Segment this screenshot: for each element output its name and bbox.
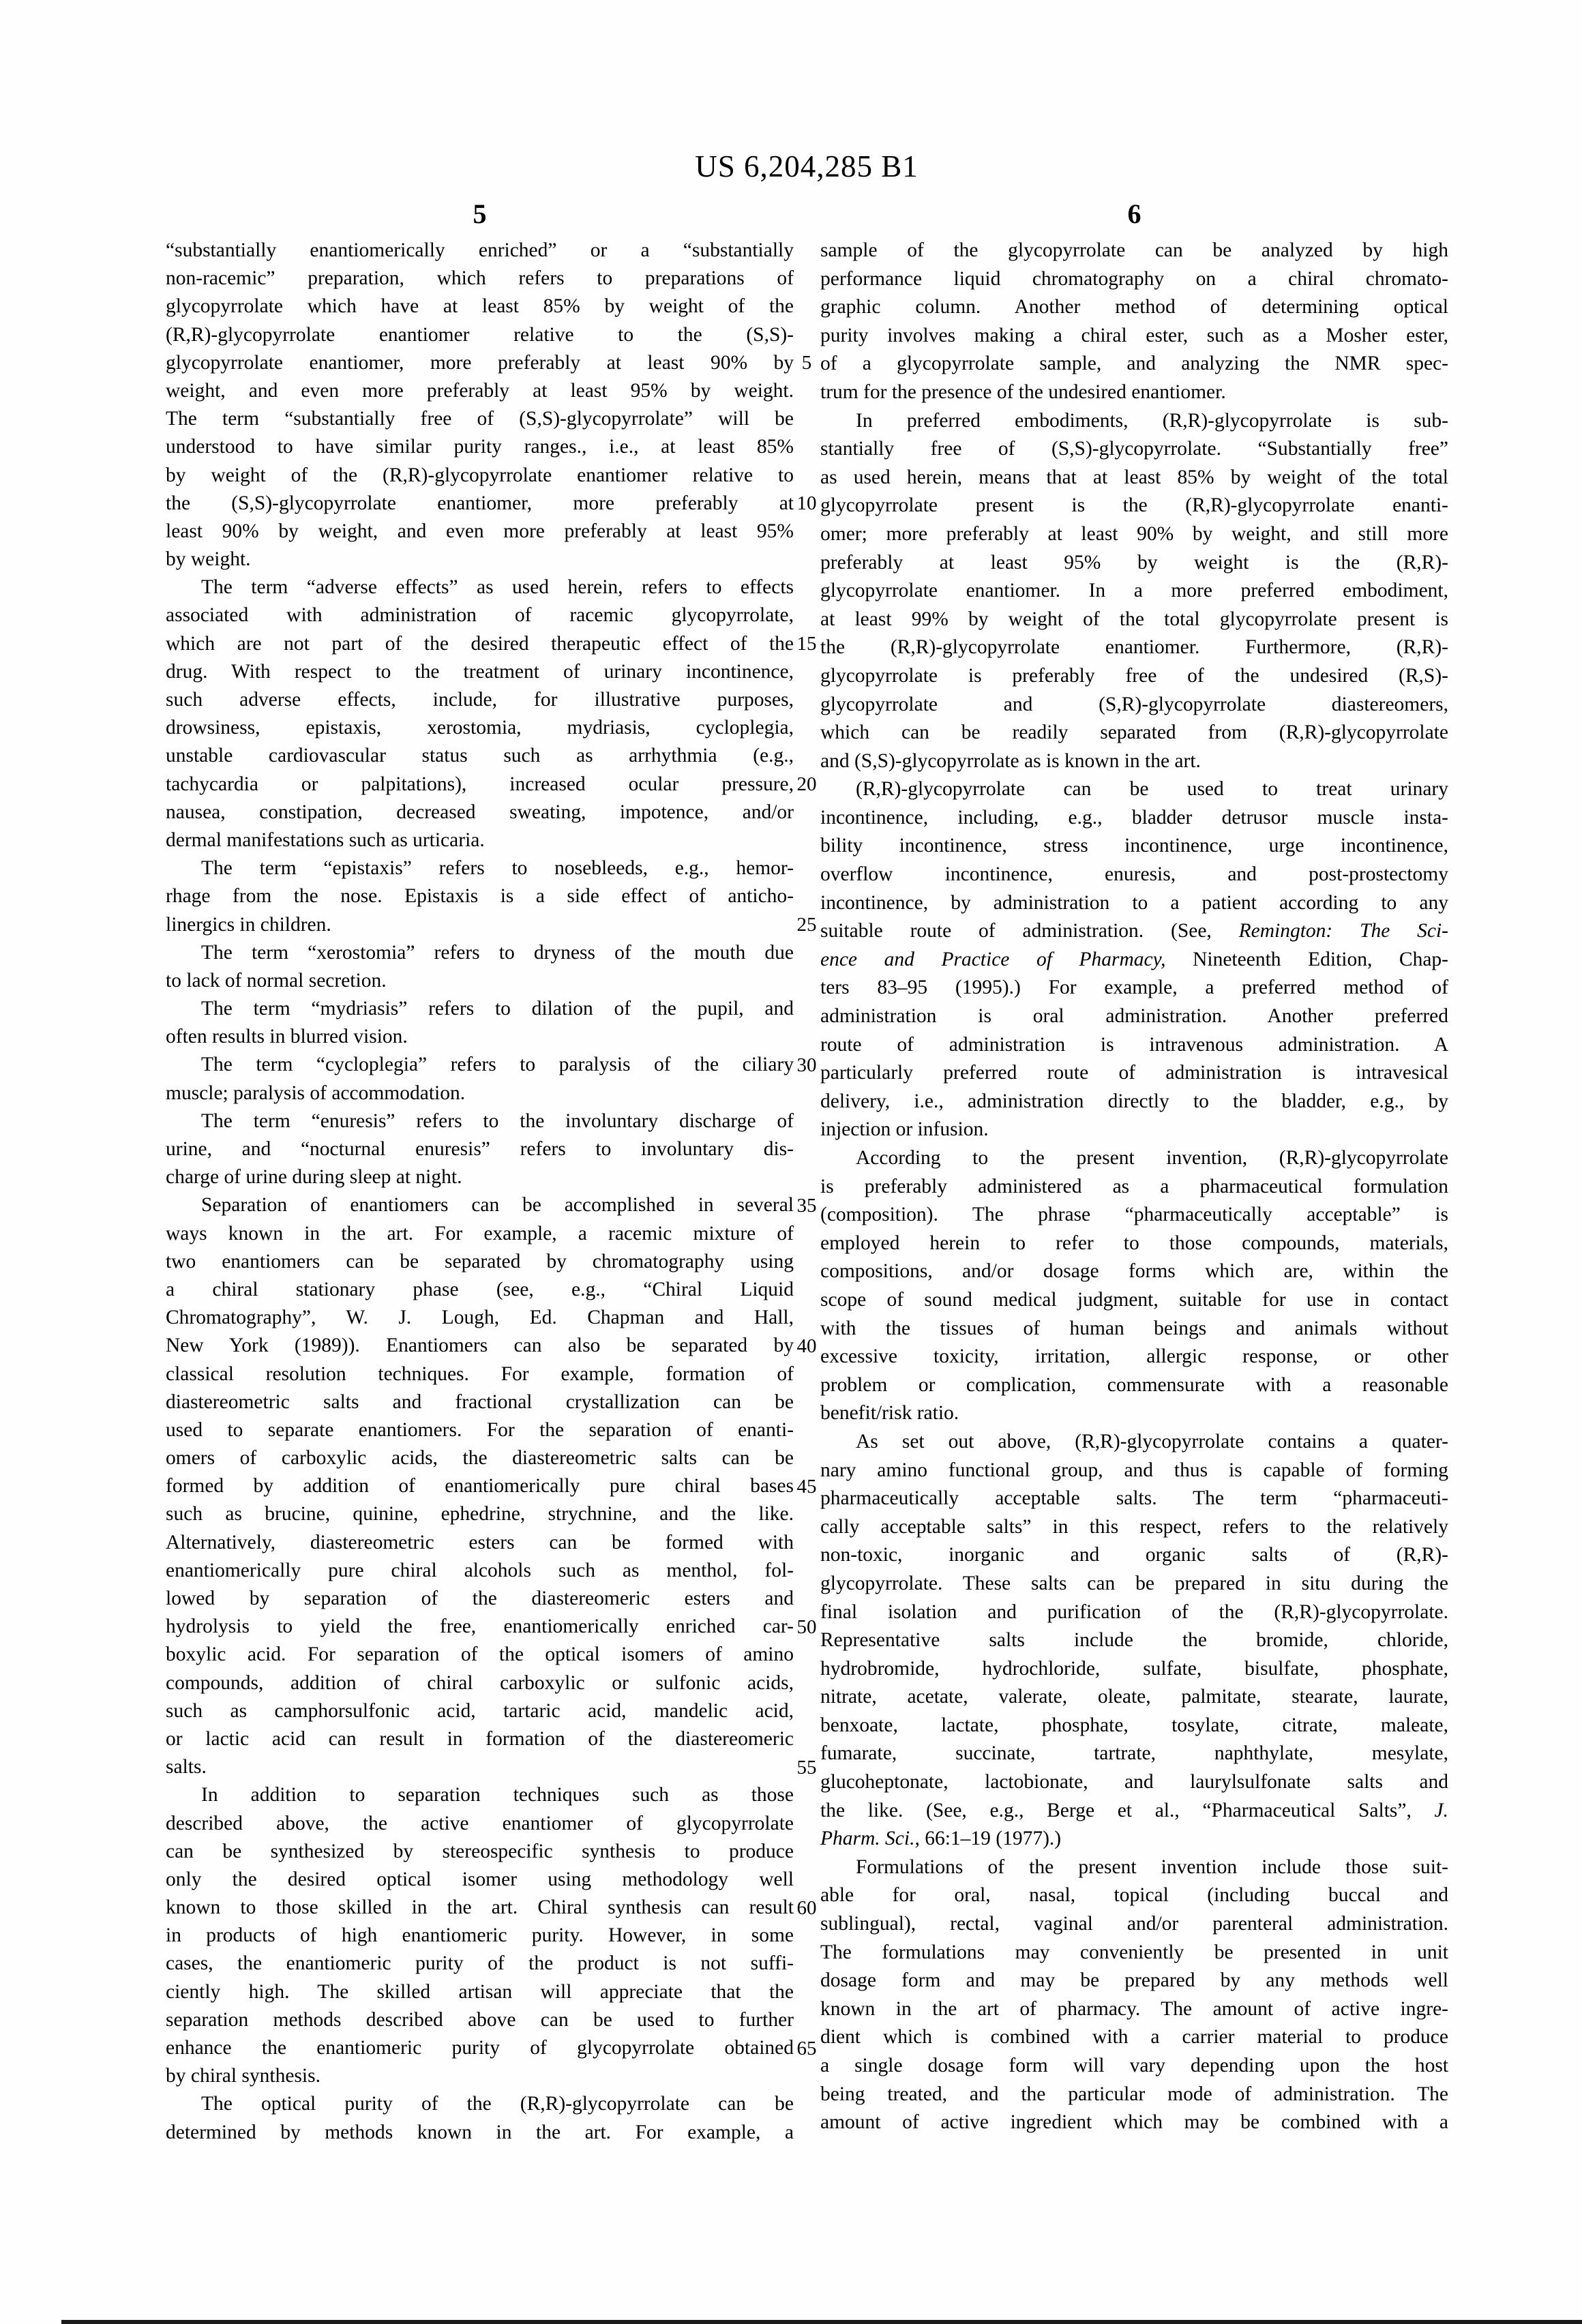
text-line: associated with administration of racemic glycopyrrolate, — [166, 604, 794, 627]
text-line: urine, and “nocturnal enuresis” refers to involuntary dis- — [166, 1138, 794, 1160]
text-line: dosage form and may be prepared by any methods well — [820, 1969, 1448, 1992]
text-line: separation methods described above can be used to further — [166, 2008, 794, 2031]
text-line: salts. — [166, 1756, 207, 1778]
text-line: formed by addition of enantiomerically pure chiral bases — [166, 1475, 794, 1498]
line-number: 30 — [796, 1054, 817, 1076]
text-line: incontinence, by administration to a patient according to any — [820, 891, 1448, 914]
text-line: able for oral, nasal, topical (including buccal and — [820, 1884, 1448, 1907]
text-line: linergics in children. — [166, 913, 331, 936]
text-line: with the tissues of human beings and animals without — [820, 1317, 1448, 1339]
text-line: cally acceptable salts” in this respect, refers to the relatively — [820, 1515, 1448, 1538]
text-line: enantiomerically pure chiral alcohols such as menthol, fol- — [166, 1559, 794, 1581]
text-line: such as camphorsulfonic acid, tartaric acid, mandelic acid, — [166, 1699, 794, 1722]
text-line: which are not part of the desired therapeutic effect of the — [166, 632, 794, 655]
text-line: graphic column. Another method of determining optical — [820, 296, 1448, 318]
line-number: 60 — [796, 1896, 817, 1919]
scan-edge-artifact — [61, 2320, 1582, 2324]
text-line: glycopyrrolate enantiomer. In a more preferred embodiment, — [820, 580, 1448, 602]
text-line: delivery, i.e., administration directly to the bladder, e.g., by — [820, 1090, 1448, 1112]
text-line: a single dosage form will vary depending upon the host — [820, 2055, 1448, 2076]
text-line: diastereometric salts and fractional crystallization can be — [166, 1390, 794, 1413]
text-line: drug. With respect to the treatment of urinary incontinence, — [166, 660, 794, 683]
text-line: According to the present invention, (R,R)-glycopyrrolate — [856, 1147, 1448, 1169]
text-line: (R,R)-glycopyrrolate enantiomer relative to the (S,S)- — [166, 323, 794, 346]
line-number: 50 — [796, 1615, 817, 1638]
text-line: tachycardia or palpitations), increased ocular pressure, — [166, 773, 794, 795]
text-line: benxoate, lactate, phosphate, tosylate, citrate, maleate, — [820, 1714, 1448, 1736]
text-line: lowed by separation of the diastereomeric esters and — [166, 1588, 794, 1609]
text-line: non-toxic, inorganic and organic salts of (R,R)- — [820, 1544, 1448, 1566]
text-line: The optical purity of the (R,R)-glycopyrrolate can be — [201, 2093, 794, 2115]
text-line: the (S,S)-glycopyrrolate enantiomer, more preferably at — [166, 492, 794, 514]
text-line: non-racemic” preparation, which refers to preparations of — [166, 267, 794, 290]
text-line: glycopyrrolate present is the (R,R)-glycopyrrolate enanti- — [820, 494, 1448, 517]
text-line: hydrobromide, hydrochloride, sulfate, bisulfate, phosphate, — [820, 1657, 1448, 1680]
text-line: Alternatively, diastereometric esters can be formed with — [166, 1531, 794, 1553]
text-line: amount of active ingredient which may be combined with a — [820, 2111, 1448, 2134]
text-line: dient which is combined with a carrier material to produce — [820, 2026, 1448, 2049]
text-line: Chromatography”, W. J. Lough, Ed. Chapman and Hall, — [166, 1307, 794, 1329]
text-line: dermal manifestations such as urticaria. — [166, 829, 485, 851]
text-line: described above, the active enantiomer of glycopyrrolate — [166, 1812, 794, 1834]
text-line: such as brucine, quinine, ephedrine, strychnine, and the like. — [166, 1503, 794, 1525]
text-line: ciently high. The skilled artisan will appreciate that the — [166, 1980, 794, 2003]
text-line: suitable route of administration. (See, Remington: The Sci- — [820, 920, 1449, 942]
text-line: The formulations may conveniently be presented in unit — [820, 1941, 1448, 1963]
text-line: hydrolysis to yield the free, enantiomerically enriched car- — [166, 1615, 794, 1638]
text-line: and (S,S)-glycopyrrolate as is known in the art. — [820, 749, 1201, 772]
text-line: glycopyrrolate which have at least 85% by weight of the — [166, 295, 794, 318]
text-line: In addition to separation techniques such as those — [201, 1784, 794, 1806]
text-line: can be synthesized by stereospecific synthesis to produce — [166, 1840, 794, 1862]
text-line: glycopyrrolate. These salts can be prepared in situ during the — [820, 1572, 1448, 1594]
line-number: 45 — [796, 1475, 817, 1498]
line-number: 55 — [796, 1756, 817, 1778]
text-line: Separation of enantiomers can be accomplished in several — [201, 1194, 794, 1217]
line-number: 20 — [796, 773, 817, 795]
text-line: determined by methods known in the art. For example, a — [166, 2121, 794, 2143]
text-line: New York (1989)). Enantiomers can also be separated by — [166, 1335, 794, 1357]
text-line: The term “epistaxis” refers to nosebleeds, e.g., hemor- — [201, 857, 794, 880]
text-line: muscle; paralysis of accommodation. — [166, 1082, 466, 1104]
text-line: ters 83–95 (1995).) For example, a preferred method of — [820, 977, 1448, 999]
text-line: Pharm. Sci., 66:1–19 (1977).) — [820, 1828, 1062, 1850]
text-line: (R,R)-glycopyrrolate can be used to treat urinary — [856, 778, 1448, 801]
text-line: administration is oral administration. Another preferred — [820, 1005, 1448, 1028]
text-line: ways known in the art. For example, a racemic mixture of — [166, 1222, 794, 1245]
text-line: glycopyrrolate and (S,R)-glycopyrrolate diastereomers, — [820, 693, 1448, 715]
text-line: compounds, addition of chiral carboxylic or sulfonic acids, — [166, 1671, 794, 1694]
text-line: “substantially enantiomerically enriched” or a “substantially — [166, 239, 794, 261]
text-line: Representative salts include the bromide, chloride, — [820, 1629, 1448, 1652]
line-number: 15 — [796, 632, 817, 655]
line-number: 25 — [796, 913, 817, 936]
text-line: excessive toxicity, irritation, allergic response, or other — [820, 1345, 1448, 1368]
text-line: final isolation and purification of the (R,R)-glycopyrrolate. — [820, 1600, 1448, 1623]
text-line: incontinence, including, e.g., bladder detrusor muscle insta- — [820, 806, 1448, 829]
text-line: omers of carboxylic acids, the diastereometric salts can be — [166, 1447, 794, 1470]
text-line: classical resolution techniques. For example, formation of — [166, 1362, 794, 1385]
italic-text: Pharm. Sci., — [820, 1828, 920, 1850]
text-line: employed herein to refer to those compounds, materials, — [820, 1232, 1448, 1254]
text-line: route of administration is intravenous administration. A — [820, 1033, 1448, 1056]
text-line: (composition). The phrase “pharmaceutically acceptable” is — [820, 1204, 1448, 1226]
text-line: glucoheptonate, lactobionate, and laurylsulfonate salts and — [820, 1771, 1448, 1793]
text-line: Formulations of the present invention include those suit- — [856, 1856, 1448, 1878]
italic-text: J. — [1434, 1799, 1448, 1821]
text-line: such adverse effects, include, for illustrative purposes, — [166, 689, 794, 711]
text-line: performance liquid chromatography on a chiral chromato- — [820, 267, 1448, 290]
line-number: 35 — [796, 1194, 817, 1217]
text-line: two enantiomers can be separated by chromatography using — [166, 1250, 794, 1272]
text-line: rhage from the nose. Epistaxis is a side effect of anticho- — [166, 885, 794, 908]
text-line: to lack of normal secretion. — [166, 969, 387, 992]
text-line: glycopyrrolate enantiomer, more preferably at least 90% by — [166, 351, 794, 374]
patent-number-header: US 6,204,285 B1 — [695, 149, 919, 183]
text-line: purity involves making a chiral ester, such as a Mosher ester, — [820, 324, 1448, 346]
text-line: in products of high enantiomeric purity. However, in some — [166, 1924, 794, 1947]
text-line: weight, and even more preferably at least 95% by weight. — [166, 379, 794, 402]
text-line: drowsiness, epistaxis, xerostomia, mydriasis, cycloplegia, — [166, 717, 794, 739]
text-line: sublingual), rectal, vaginal and/or parenteral administration. — [820, 1913, 1448, 1935]
text-line: particularly preferred route of administration is intravesical — [820, 1062, 1448, 1084]
column-number-right: 6 — [1127, 198, 1141, 229]
text-line: fumarate, succinate, tartrate, naphthylate, mesylate, — [820, 1742, 1448, 1765]
text-line: cases, the enantiomeric purity of the product is not suffi- — [166, 1952, 794, 1975]
column-number-left: 5 — [473, 198, 487, 229]
text-line: known in the art of pharmacy. The amount of active ingre- — [820, 1997, 1448, 2020]
text-line: trum for the presence of the undesired enantiomer. — [820, 381, 1226, 403]
text-line: The term “xerostomia” refers to dryness of the mouth due — [201, 941, 794, 964]
text-line: The term “substantially free of (S,S)-glycopyrrolate” will be — [166, 408, 794, 430]
text-line: least 90% by weight, and even more preferably at least 95% — [166, 520, 794, 542]
text-line: by chiral synthesis. — [166, 2065, 320, 2087]
line-number: 65 — [796, 2037, 817, 2059]
text-line: or lactic acid can result in formation of the diastereomeric — [166, 1727, 794, 1750]
text-line: injection or infusion. — [820, 1118, 989, 1141]
italic-text: ence and Practice of Pharmacy, — [820, 948, 1166, 970]
text-line: charge of urine during sleep at night. — [166, 1166, 462, 1189]
text-line: benefit/risk ratio. — [820, 1402, 959, 1425]
line-number: 5 — [801, 351, 812, 374]
text-line: scope of sound medical judgment, suitable for use in contact — [820, 1288, 1448, 1311]
text-line: only the desired optical isomer using methodology well — [166, 1868, 794, 1890]
text-line: known to those skilled in the art. Chiral synthesis can result — [166, 1896, 794, 1919]
text-line: understood to have similar purity ranges., i.e., at least 85% — [166, 436, 794, 458]
text-line: The term “cycloplegia” refers to paralysis of the ciliary — [201, 1054, 794, 1076]
text-line: problem or complication, commensurate with a reasonable — [820, 1373, 1448, 1396]
text-line: boxylic acid. For separation of the optical isomers of amino — [166, 1643, 794, 1666]
patent-text-column-left — [166, 237, 794, 2147]
text-line: used to separate enantiomers. For the separation of enanti- — [166, 1418, 794, 1441]
text-line: compositions, and/or dosage forms which are, within the — [820, 1260, 1448, 1283]
text-line: stantially free of (S,S)-glycopyrrolate. “Substantially free” — [820, 438, 1448, 460]
line-number: 10 — [796, 492, 817, 514]
text-line: glycopyrrolate is preferably free of the undesired (R,S)- — [820, 664, 1448, 687]
text-line: The term “mydriasis” refers to dilation of the pupil, and — [201, 998, 794, 1020]
text-line: nausea, constipation, decreased sweating, impotence, and/or — [166, 801, 794, 823]
text-line: a chiral stationary phase (see, e.g., “Chiral Liquid — [166, 1278, 794, 1300]
text-line: sample of the glycopyrrolate can be analyzed by high — [820, 239, 1448, 261]
text-line: overflow incontinence, enuresis, and post-prostectomy — [820, 863, 1448, 886]
text-line: nary amino functional group, and thus is capable of forming — [820, 1459, 1448, 1481]
text-line: of a glycopyrrolate sample, and analyzing the NMR spec- — [820, 353, 1448, 375]
text-line: preferably at least 95% by weight is the (R,R)- — [820, 551, 1448, 573]
text-line: omer; more preferably at least 90% by weight, and still more — [820, 522, 1448, 545]
line-number: 40 — [796, 1335, 817, 1357]
text-line: by weight. — [166, 548, 251, 571]
text-line: pharmaceutically acceptable salts. The term “pharmaceuti- — [820, 1487, 1448, 1510]
text-line: which can be readily separated from (R,R)-glycopyrrolate — [820, 721, 1448, 744]
text-line: the like. (See, e.g., Berge et al., “Pharmaceutical Salts”, J. — [820, 1799, 1448, 1821]
text-line: The term “enuresis” refers to the involuntary discharge of — [201, 1109, 794, 1132]
text-line: being treated, and the particular mode of administration. The — [820, 2083, 1448, 2105]
text-line: the (R,R)-glycopyrrolate enantiomer. Furthermore, (R,R)- — [820, 636, 1448, 659]
text-line: at least 99% by weight of the total glycopyrrolate present is — [820, 608, 1448, 630]
text-line: enhance the enantiomeric purity of glycopyrrolate obtained — [166, 2037, 794, 2059]
text-line: unstable cardiovascular status such as arrhythmia (e.g., — [166, 745, 794, 767]
text-line: bility incontinence, stress incontinence, urge incontinence, — [820, 835, 1448, 857]
text-line: In preferred embodiments, (R,R)-glycopyrrolate is sub- — [856, 409, 1448, 432]
text-line: ence and Practice of Pharmacy, Nineteenth Edition, Chap- — [820, 948, 1449, 970]
text-line: often results in blurred vision. — [166, 1026, 408, 1048]
text-line: As set out above, (R,R)-glycopyrrolate contains a quater- — [856, 1430, 1448, 1452]
text-line: The term “adverse effects” as used herein, refers to effects — [201, 576, 794, 599]
italic-text: Remington: The Sci- — [1238, 920, 1449, 942]
text-line: nitrate, acetate, valerate, oleate, palmitate, stearate, laurate, — [820, 1686, 1448, 1708]
text-line: as used herein, means that at least 85% by weight of the total — [820, 466, 1448, 488]
text-line: by weight of the (R,R)-glycopyrrolate enantiomer relative to — [166, 464, 794, 486]
text-line: is preferably administered as a pharmaceutical formulation — [820, 1175, 1448, 1197]
patent-text-column-right — [820, 237, 1448, 2137]
